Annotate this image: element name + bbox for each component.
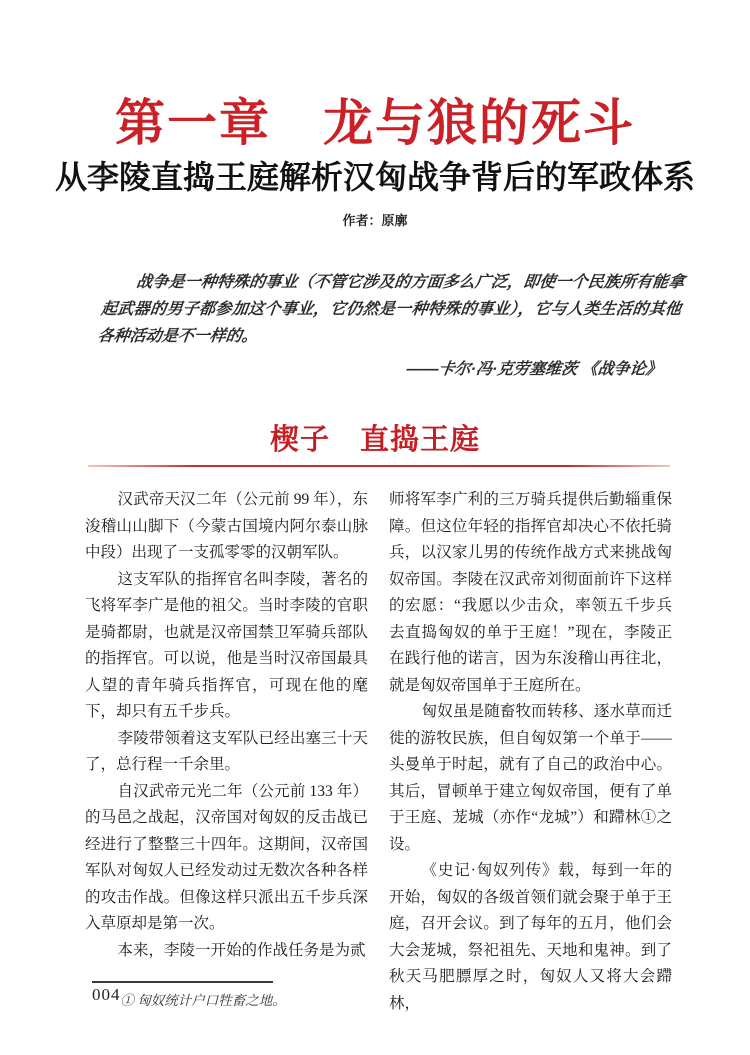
footnote-text: ① 匈奴统计户口牲畜之地。	[120, 993, 286, 1009]
author-line: 作者：原廓	[342, 213, 408, 229]
body-paragraph: 这支军队的指挥官名叫李陵，著名的飞将军李广是他的祖父。当时李陵的官职是骑都尉，也就是汉帝国禁卫军骑兵部队的指挥官。可以说，他是当时汉帝国最具人望的青年骑兵指挥官，可现在他的麾下，却只有五千步兵。	[85, 570, 368, 721]
chapter-title: 第一章 龙与狼的死斗	[115, 95, 635, 151]
body-paragraph: 李陵带领着这支军队已经出塞三十天了，总行程一千余里。	[85, 729, 368, 774]
body-paragraph: 本来，李陵一开始的作战任务是为贰	[117, 941, 366, 959]
chapter-subtitle: 从李陵直捣王庭解析汉匈战争背后的军政体系	[54, 158, 695, 195]
body-column-left	[85, 487, 368, 965]
body-paragraph: 汉武帝天汉二年（公元前 99 年），东浚稽山山脚下（今蒙古国境内阿尔泰山脉中段）出现了一支孤零零的汉朝军队。	[85, 491, 368, 562]
body-paragraph: 自汉武帝元光二年（公元前 133 年）的马邑之战起，汉帝国对匈奴的反击战已经进行了整整三十四年。这期间，汉帝国军队对匈奴人已经发动过无数次各种各样的攻击作战。但像这样只派出五千步兵深入草原却是第一次。	[85, 782, 368, 933]
section-heading: 楔子 直捣王庭	[269, 424, 480, 457]
body-paragraph: 匈奴虽是随畜牧而转移、逐水草而迁徙的游牧民族，但自匈奴第一个单于——头曼单于时起，就有了自己的政治中心。其后，冒顿单于建立匈奴帝国，便有了单于王庭、茏城（亦作“龙城”）和蹛林①之设。	[389, 703, 672, 853]
page-number: 004	[92, 985, 121, 1004]
body-paragraph: 师将军李广利的三万骑兵提供后勤辎重保障。但这位年轻的指挥官却决心不依托骑兵，以汉家儿男的传统作战方式来挑战匈奴帝国。李陵在汉武帝刘彻面前许下这样的宏愿：“我愿以少击众，率领五千步兵去直捣匈奴的单于王庭！”现在，李陵正在践行他的诺言，因为东浚稽山再往北，就是匈奴帝国单于王庭所在。	[389, 491, 672, 694]
section-divider-rule	[88, 465, 670, 467]
footnote-divider-rule	[92, 981, 273, 983]
epigraph-attribution: ——卡尔·冯·克劳塞维茨 《战争论》	[405, 361, 663, 379]
body-column-right	[389, 487, 672, 1012]
body-paragraph: 《史记·匈奴列传》载，每到一年的开始，匈奴的各级首领们就会聚于单于王庭，召开会议。到了每年的五月，他们会大会茏城，祭祀祖先、天地和鬼神。到了秋天马肥膘厚之时，匈奴人又将大会蹛林，	[389, 862, 672, 1012]
epigraph-text: 战争是一种特殊的事业（不管它涉及的方面多么广泛，即使一个民族所有能拿起武器的男子都参加这个事业，它仍然是一种特殊的事业），它与人类生活的其他各种活动是不一样的。	[96, 274, 686, 346]
epigraph-block	[92, 269, 686, 383]
